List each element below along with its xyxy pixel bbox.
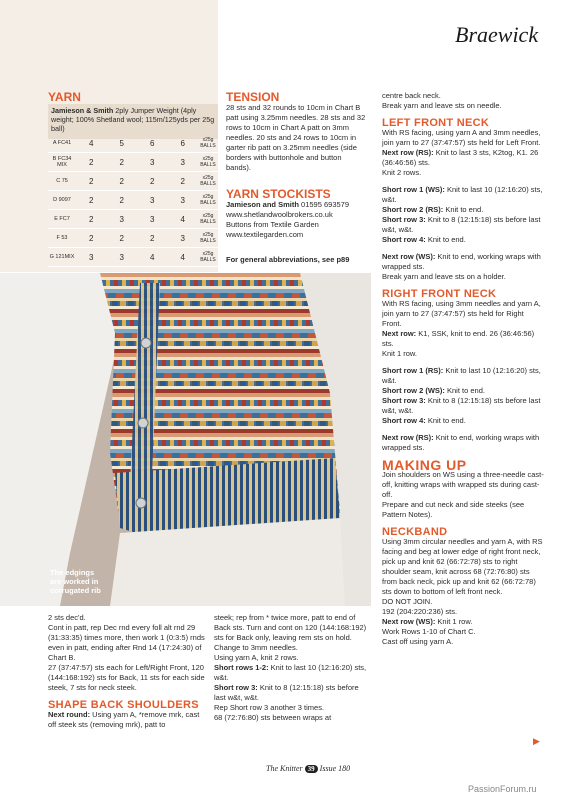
yarn-unit: x25g BALLS <box>198 210 218 229</box>
yarn-row <box>48 172 218 191</box>
yarn-quantity: 3 <box>137 210 168 229</box>
yarn-heading: YARN <box>48 90 81 104</box>
yarn-quantity: 2 <box>107 191 138 210</box>
yarn-code: F 53 <box>48 229 76 248</box>
yarn-quantity: 6 <box>168 134 199 153</box>
yarn-unit: x25g BALLS <box>198 229 218 248</box>
yarn-spec: 2ply Jumper Weight (4ply weight; 100% Shetland wool; 115m/125yds per 25g ball) <box>51 106 215 133</box>
yarn-quantity: 4 <box>168 210 199 229</box>
yarn-quantity: 2 <box>107 153 138 172</box>
yarn-quantity: 2 <box>76 229 107 248</box>
right-front-neck-heading: RIGHT FRONT NECK <box>382 288 497 300</box>
yarn-quantity: 3 <box>137 191 168 210</box>
stockist-phone: 01595 693579 <box>301 200 349 209</box>
yarn-quantity: 2 <box>168 172 199 191</box>
yarn-brand: Jamieson & Smith <box>51 106 114 115</box>
yarn-code: G 121MIX <box>48 248 76 267</box>
making-up-heading: MAKING UP <box>382 457 467 473</box>
yarn-quantity: 3 <box>168 191 199 210</box>
yarn-row <box>48 248 218 267</box>
column-3: centre back neck. Break yarn and leave sts on needle. LEFT FRONT NECK With RS facing, using yarn A and 3mm needles, join yarn to 27 (37:47:57) sts held for Left Front. Next row (RS): Knit to last 3 sts, K2tog, K1. 26 (36:46:56) sts. Knit 2 rows. Short row 1 (WS): Knit to last 10 (12:16:20) sts, w&t. Short row 2 (RS): Knit to end. Short row 3: Knit to 8 (12:15:18) sts before last w&t, w&t. Short row 4: Knit to end. Next row (WS): Knit to end, working wraps with wrapped sts. Break yarn and leave sts on a holder. RIGHT FRONT NECK With RS facing, using 3mm needles and yarn A, join yarn to 27 (37:47:57) sts held for Right Front. Next row: K1, SSK, knit to end. 26 (36:46:56) sts. Knit 1 row. Short row 1 (RS): Knit to last 10 (12:16:20) sts, w&t. Short row 2 (WS): Knit to end. Short row 3: Knit to 8 (12:15:18) sts before last w&t, w&t. Short row 4: Knit to end. Next row (RS): Knit to end, working wraps with wrapped sts. MAKING UP Join shoulders on WS using a three-needle cast-off, knitting wraps with wrapped sts during cast-off. Prepare and cut neck and side steeks (see Pattern Notes). NECKBAND Using 3mm circular needles and yarn A, with RS facing and beg at lower edge of right front neck, pick up and knit 62 (66:72:78) sts to right shoulder seam, knit across 68 (72:76:80) sts from back neck, pick up and knit 62 (66:72:78) sts down to bottom of left front neck. DO NOT JOIN. 192 (204:220:236) sts. Next row (WS): Knit 1 row. Work Rows 1-10 of Chart C. Cast off using yarn A. <box>382 91 544 646</box>
fair-isle-vest-illustration <box>0 273 371 606</box>
stockists-heading: YARN STOCKISTS <box>226 187 331 201</box>
continue-arrow-icon: ▶ <box>533 736 540 746</box>
yarn-quantity: 3 <box>137 153 168 172</box>
tension-text: 28 sts and 32 rounds to 10cm in Chart B patt using 3.25mm needles. 28 sts and 32 rows to 10cm in Chart A patt on 3mm needles. 20 sts and 24 rows to 10cm in garter rib patt on 3.25mm needles (side borders with buttonhole and button bands). <box>226 103 366 172</box>
stockists-block <box>226 200 370 240</box>
yarn-unit: x25g BALLS <box>198 248 218 267</box>
yarn-quantity: 3 <box>107 248 138 267</box>
yarn-quantity: 3 <box>168 229 199 248</box>
yarn-row <box>48 229 218 248</box>
yarn-quantity: 2 <box>137 229 168 248</box>
yarn-quantity: 3 <box>107 210 138 229</box>
stockist-url-1: www.shetlandwoolbrokers.co.uk <box>226 210 333 219</box>
yarn-quantity: 4 <box>137 248 168 267</box>
left-front-neck-heading: LEFT FRONT NECK <box>382 117 490 129</box>
yarn-quantity: 3 <box>76 248 107 267</box>
column-1: 2 sts dec'd. Cont in patt, rep Dec rnd every foll alt rnd 29 (31:33:35) times more, then work 1 (0:3:5) rnds even in patt, ending after Rnd 14 (17:24:30) of Chart B. 27 (37:47:57) sts each for Left/Right Front, 120 (144:168:192) sts for Back, 11 sts for each side steek, 7 sts for neck steek. SHAPE BACK SHOULDERS Next round: Using yarn A, *remove mrk, cast off steek sts (removing mrk), patt to <box>48 613 205 729</box>
yarn-row <box>48 191 218 210</box>
yarn-unit: x25g BALLS <box>198 191 218 210</box>
yarn-unit: x25g BALLS <box>198 134 218 153</box>
photo-caption: The edgings are worked in corrugated rib <box>50 568 101 595</box>
abbreviations-note: For general abbreviations, see p89 <box>226 255 350 264</box>
yarn-row <box>48 210 218 229</box>
yarn-quantity: 4 <box>168 248 199 267</box>
yarn-row <box>48 153 218 172</box>
tension-heading: TENSION <box>226 90 280 104</box>
stockist-buttons: Buttons from Textile Garden <box>226 220 319 229</box>
yarn-table <box>48 134 218 267</box>
yarn-code: C 75 <box>48 172 76 191</box>
page-number: 39 <box>305 765 318 773</box>
yarn-quantity: 2 <box>107 172 138 191</box>
yarn-quantity: 4 <box>76 134 107 153</box>
yarn-quantity: 5 <box>107 134 138 153</box>
yarn-code: E FC7 <box>48 210 76 229</box>
column-2: steek; rep from * twice more, patt to end of Back sts. Turn and cont on 120 (144:168:192) sts for Back only, leaving rem sts on hold. Change to 3mm needles. Using yarn A, knit 2 rows. Short rows 1-2: Knit to last 10 (12:16:20) sts, w&t. Short row 3: Knit to 8 (12:15:18) sts before last w&t, w&t. Rep Short row 3 another 3 times. 68 (72:76:80) sts between wraps at <box>214 613 367 722</box>
yarn-unit: x25g BALLS <box>198 172 218 191</box>
yarn-unit: x25g BALLS <box>198 153 218 172</box>
yarn-quantity: 2 <box>76 172 107 191</box>
stockist-url-2: www.textilegarden.com <box>226 230 304 239</box>
yarn-code: B FC34 MIX <box>48 153 76 172</box>
yarn-row <box>48 134 218 153</box>
yarn-quantity: 2 <box>76 153 107 172</box>
shape-back-shoulders-heading: SHAPE BACK SHOULDERS <box>48 699 199 711</box>
vest-photo <box>0 273 371 606</box>
page-title: Braewick <box>455 22 539 47</box>
yarn-code: D 9097 <box>48 191 76 210</box>
yarn-quantity: 3 <box>168 153 199 172</box>
yarn-quantity: 2 <box>107 229 138 248</box>
yarn-quantity: 2 <box>76 210 107 229</box>
yarn-quantity: 2 <box>76 191 107 210</box>
yarn-quantity: 6 <box>137 134 168 153</box>
stockist-name: Jamieson and Smith <box>226 200 299 209</box>
page-footer: The Knitter 39 Issue 180 <box>266 764 351 773</box>
watermark: PassionForum.ru <box>468 784 537 794</box>
yarn-code: A FC41 <box>48 134 76 153</box>
neckband-heading: NECKBAND <box>382 526 448 538</box>
yarn-quantity: 2 <box>137 172 168 191</box>
